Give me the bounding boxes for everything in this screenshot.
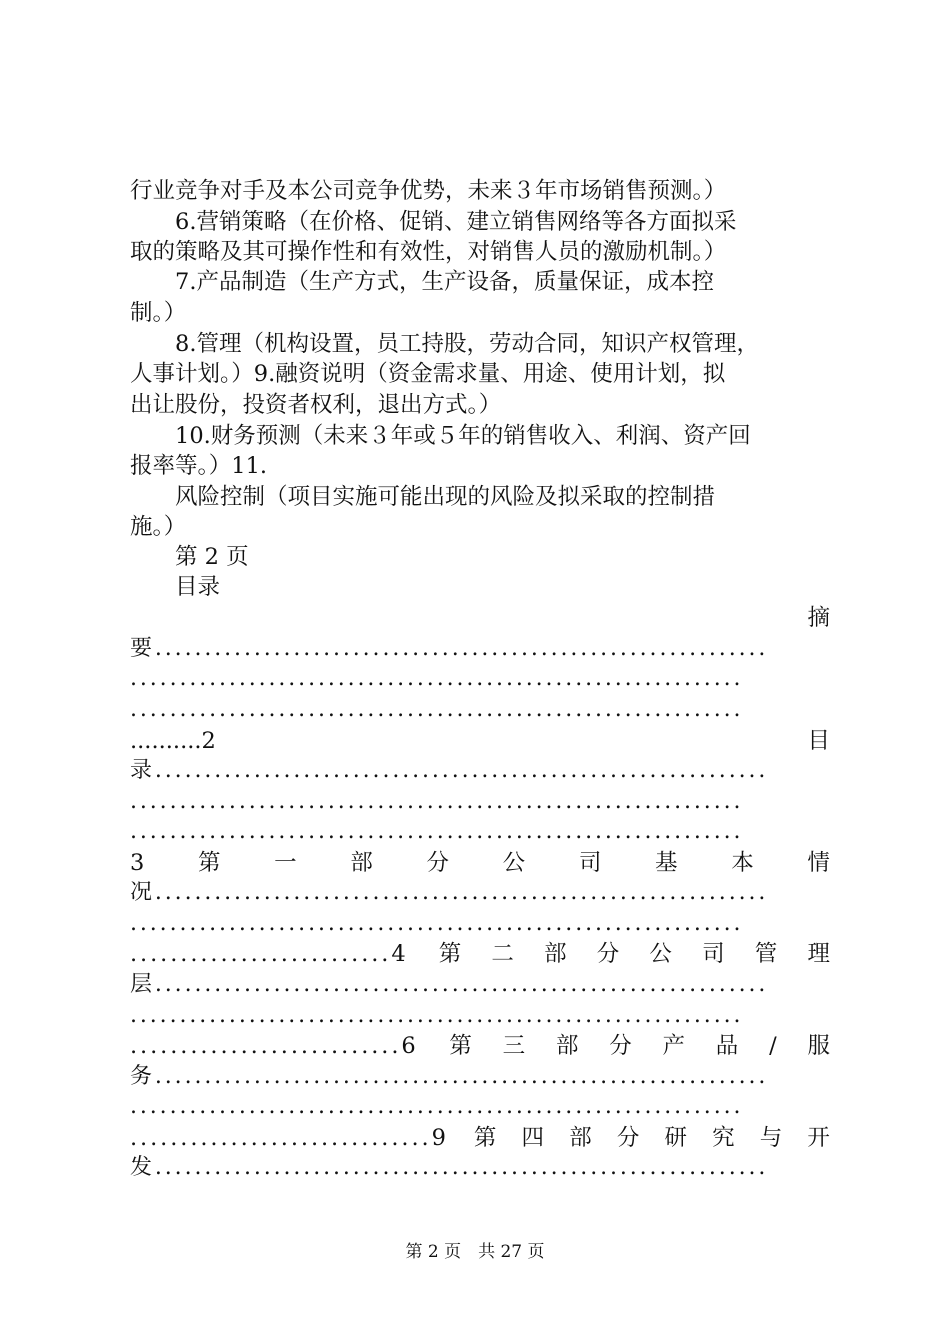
body-line: 8.管理（机构设置，员工持股，劳动合同，知识产权管理，: [130, 331, 759, 357]
toc-leader: 务..............................................................: [130, 1064, 769, 1089]
toc-leader: 层..............................................................: [130, 972, 769, 997]
body-line: 施。）: [130, 514, 187, 540]
toc-heading: 目录: [130, 574, 221, 600]
toc-leader: ..............................................................: [130, 697, 744, 722]
toc-entry-row: ...........................6 第 三 部 分 产 品 / 服: [130, 1033, 830, 1059]
body-line: 报率等。）11.: [130, 453, 268, 479]
body-line: 7.产品制造（生产方式，生产设备，质量保证，成本控: [130, 269, 714, 295]
body-line: 10.财务预测（未来３年或５年的销售收入、利润、资产回: [130, 423, 751, 449]
body-line: 出让股份，投资者权利，退出方式。）: [130, 392, 502, 418]
toc-entry-row: 3 第 一 部 分 公 司 基 本 情: [130, 850, 830, 876]
toc-leader: 况..............................................................: [130, 880, 769, 905]
page-marker: 第 2 页: [130, 544, 249, 570]
toc-leader: ..............................................................: [130, 911, 744, 936]
page-footer: 第 2 页 共 27 页: [405, 1242, 545, 1262]
body-line: 制。）: [130, 300, 187, 326]
toc-entry-row: ..........................4 第 二 部 分 公 司 管 理: [130, 941, 830, 967]
toc-entry-title-part: 目: [807, 728, 830, 754]
toc-entry-row: [130, 726, 830, 756]
body-line: 6.营销策略（在价格、促销、建立销售网络等各方面拟采: [130, 209, 737, 235]
body-line: 人事计划。）9.融资说明（资金需求量、用途、使用计划，拟: [130, 361, 726, 387]
toc-entry-title-part: 摘: [807, 605, 830, 631]
toc-leader: ..............................................................: [130, 789, 744, 814]
toc-entry-row: ..............................9 第 四 部 分 研 究 与 开: [130, 1125, 830, 1151]
toc-leader: ..........2: [130, 728, 216, 754]
toc-leader: 发..............................................................: [130, 1155, 769, 1180]
toc-leader: 要..............................................................: [130, 636, 769, 661]
toc-leader: ..............................................................: [130, 666, 744, 691]
toc-leader: ..............................................................: [130, 1003, 744, 1028]
toc-leader: ..............................................................: [130, 1094, 744, 1119]
toc-leader: ..............................................................: [130, 819, 744, 844]
body-line: 行业竞争对手及本公司竞争优势，未来３年市场销售预测。）: [130, 178, 727, 204]
body-line: 取的策略及其可操作性和有效性，对销售人员的激励机制。）: [130, 239, 727, 265]
body-line: 风险控制（项目实施可能出现的风险及拟采取的控制措: [130, 484, 716, 510]
toc-leader: 录..............................................................: [130, 758, 769, 783]
